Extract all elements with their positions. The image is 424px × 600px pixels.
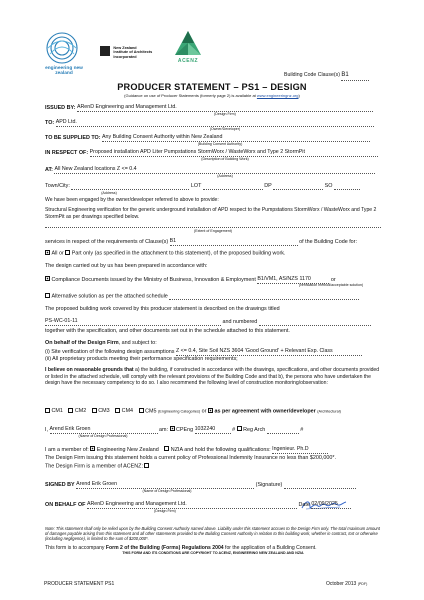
numbered-field[interactable] [259, 325, 371, 326]
compliance-field[interactable]: B1/VM1, AS/NZS 1170 [257, 276, 329, 284]
cm1-checkbox[interactable] [45, 408, 50, 413]
signed-caption: (Name of Design Professional) [142, 489, 192, 493]
reg-arch-hash: # [300, 426, 304, 433]
respect-of-label: IN RESPECT OF: [45, 149, 89, 156]
engaged-text: We have been engaged by the owner/developer referred to above to provide: [45, 197, 219, 203]
behalf-of-caption: (Design Firm) [154, 509, 176, 513]
signature-label: (Signature) [255, 481, 283, 488]
cm3-checkbox[interactable] [92, 408, 97, 413]
alternative-checkbox[interactable] [45, 293, 50, 298]
alternative-row [45, 293, 381, 300]
footer-date: October 2013 [326, 581, 357, 587]
so-label: SO [324, 183, 333, 189]
footer-right [326, 581, 367, 587]
engnz-checkbox[interactable] [90, 446, 95, 451]
reg-arch-checkbox[interactable] [237, 426, 242, 431]
guidance-note [0, 93, 424, 98]
town-field[interactable] [71, 189, 189, 190]
acenz-logo [172, 30, 204, 65]
cm-or: or [201, 408, 207, 415]
member-row [45, 446, 381, 454]
engineering-nz-logo-icon [44, 30, 80, 66]
cm-caption: (Engineering Categories) [157, 409, 201, 414]
member-pre: I am a member of: [45, 446, 89, 453]
to-row [45, 119, 381, 131]
compliance-or: or [330, 276, 336, 283]
services-clause-field[interactable]: B1 [170, 238, 298, 246]
nzia-checkbox[interactable] [164, 446, 169, 451]
at-caption: (Address) [217, 174, 233, 178]
accompany-pre: This form is to accompany [45, 545, 106, 551]
arch-caption: (Architectural) [317, 409, 341, 414]
acenz-member-checkbox[interactable] [144, 463, 149, 468]
accompany-post: for the application of a Building Consent. [223, 545, 317, 551]
designer-prefix: I, [45, 426, 48, 433]
services-pre: services in respect of the requirements of Clause(s) [45, 238, 169, 245]
drawings-row [45, 318, 381, 326]
cm4-label: CM4 [121, 408, 134, 415]
alternative-field[interactable] [169, 299, 359, 300]
designer-row [45, 426, 381, 438]
arch-checkbox[interactable] [208, 408, 213, 413]
acenz-member-row [45, 463, 381, 470]
acenz-triangle-icon [174, 30, 202, 56]
nzia-mark-icon [100, 46, 110, 56]
validation-1-field[interactable]: Z <= 0.4, Site Soil NZS 3604 'Good Ground' + Relevant Exp. Class [176, 348, 362, 356]
to-field[interactable]: APD Ltd. [56, 119, 374, 127]
scope-or: or [59, 250, 64, 257]
belief-text: a) the building, if constructed in accordance with the drawings, specifications, and other documents provided or listed in the attached schedule, will comply with the relevant provisions of the Building Code and that b), the persons who have undertaken the design have the necessary competency to do so. I also recommend the following level of construction monitoring/observation: [45, 367, 380, 387]
signed-label: SIGNED BY [45, 481, 75, 488]
part-label: Part only (as specified in the attachment to this statement), of the proposed building work. [71, 250, 286, 257]
validation-1-label: (i) Site verification of the following design assumptions [45, 348, 175, 355]
acenz-member-label: The Design Firm is a member of ACENZ: [45, 463, 143, 470]
supplied-to-caption: (Building Consent Authority) [197, 142, 243, 146]
part-checkbox[interactable] [65, 250, 70, 255]
signed-row [45, 481, 381, 493]
engagement-rule [45, 227, 381, 228]
town-row [45, 183, 381, 195]
guidance-text: (Guidance on use of Producer Statements (formerly page 2) is available at [124, 93, 256, 98]
cpeng-hash: # [232, 426, 236, 433]
issued-by-caption: (Design Firm) [214, 112, 236, 116]
arch-label: as per agreement with owner/developer [214, 408, 316, 415]
respect-of-field[interactable]: Proposed installation APD Liter Pumpstations StormWorx / WasteWorx and Type 2 StormPit [90, 149, 378, 157]
issued-by-row [45, 104, 381, 116]
engagement-field[interactable] [45, 207, 381, 220]
belief-paragraph [45, 367, 381, 387]
dp-label: DP [264, 183, 272, 189]
cm5-label: CM5 [145, 408, 157, 415]
at-label: AT: [45, 166, 53, 173]
numbered-label: and numbered [222, 318, 258, 325]
building-code-clause [284, 72, 369, 81]
nzia-line-2: Institute of Architects [113, 50, 153, 55]
cm4-checkbox[interactable] [115, 408, 120, 413]
behalf-intro-row [45, 340, 381, 347]
reg-arch-label: Reg Arch [243, 426, 266, 433]
behalf-of-label: ON BEHALF OF [45, 501, 86, 508]
compliance-caption: (verification method/acceptable solution) [298, 283, 364, 287]
all-label: All [51, 250, 58, 257]
signature-field[interactable] [284, 488, 356, 489]
town-caption: (Address) [101, 191, 117, 195]
cpeng-checkbox[interactable] [170, 426, 175, 431]
nzia-line-3: Incorporated [113, 54, 137, 59]
acenz-wordmark: ACENZ [177, 58, 199, 65]
nzia-label: NZIA and hold the following qualifications: [170, 446, 271, 453]
at-row [45, 166, 381, 178]
date-field[interactable]: 02/09/2025 [311, 501, 351, 509]
designer-caption: (Name of Design Professional) [78, 434, 128, 438]
compliance-row [45, 276, 381, 287]
copyright-notice: THIS FORM AND ITS CONDITIONS ARE COPYRIGHT TO ACENZ, ENGINEERING NEW ZEALAND AND NZIA [122, 551, 304, 555]
behalf-of-field[interactable]: ARenD Engineering and Management Ltd. [87, 501, 297, 509]
validation-1-row [45, 348, 381, 356]
cm-row [45, 408, 381, 415]
page-title: PRODUCER STATEMENT – PS1 – DESIGN [117, 82, 307, 92]
issued-by-label: ISSUED BY: [45, 104, 76, 111]
at-field[interactable]: All New Zealand locations Z <= 0.4 [54, 166, 375, 174]
footer-left: PRODUCER STATEMENT PS1 [44, 581, 115, 587]
cpeng-number-field[interactable]: 1032240 [195, 426, 231, 434]
date-label: Date [298, 501, 310, 508]
supplied-to-field[interactable]: Any Building Consent Authority within New Zealand [102, 134, 370, 142]
belief-bold: I believe on reasonable grounds that [45, 367, 134, 373]
services-post: of the Building Code for: [299, 238, 357, 245]
insurance-text: The Design Firm issuing this statement holds a current policy of Professional Indemnity Insurance no less than $200,000*. [45, 455, 336, 461]
reg-arch-field[interactable] [267, 433, 299, 434]
lot-label: LOT [190, 183, 202, 189]
behalf-of-row [45, 501, 381, 513]
accordance-text: The design carried out by us has been prepared in accordance with: [45, 263, 208, 269]
dp-field[interactable] [273, 189, 323, 190]
nzia-line-1: New Zealand [113, 46, 137, 50]
validation-2: (ii) All proprietary products meeting their performance specification requirements; [45, 356, 238, 362]
signed-name-field[interactable]: Arend Erik Groen [76, 481, 254, 489]
services-row [45, 238, 381, 246]
scope-row [45, 250, 381, 257]
alternative-label: Alternative solution as per the attached schedule [51, 293, 168, 300]
behalf-intro: On behalf of the Design Firm [45, 340, 119, 346]
cm5-checkbox[interactable] [139, 408, 144, 413]
guidance-close: ) [298, 93, 300, 98]
accompany-bold: Form 2 of the Building (Forms) Regulations 2004 [105, 545, 224, 551]
cm1-label: CM1 [51, 408, 63, 415]
issued-by-field[interactable]: ARenD Engineering and Management Ltd. [77, 104, 373, 112]
together-text: together with the specification, and other documents set out in the schedule attached to this statement. [45, 328, 290, 334]
so-field[interactable] [334, 189, 360, 190]
respect-of-caption: (Description of Building Work) [201, 157, 249, 161]
bcc-label: Building Code Clause(s) [284, 72, 340, 78]
cm2-label: CM2 [74, 408, 87, 415]
qualification-field[interactable]: Ingenieur. Ph.D [272, 446, 328, 454]
compliance-label: Compliance Documents issued by the Ministry of Business, Innovation & Employment [51, 276, 256, 283]
drawing-ref-field[interactable]: PS-WC-01-11 [45, 318, 221, 326]
all-checkbox[interactable] [45, 250, 50, 255]
engineering-nz-wordmark: engineering new zealand [45, 66, 83, 77]
to-caption: (Owner/Developer) [209, 127, 241, 131]
nzia-logo [100, 46, 160, 59]
respect-of-row [45, 149, 381, 161]
behalf-subject: , and subject to: [118, 340, 157, 346]
supplied-to-label: TO BE SUPPLIED TO: [45, 134, 101, 141]
town-label: Town/City: [45, 183, 70, 189]
footer-tag: (PDF) [357, 582, 368, 586]
designer-am: am: [159, 426, 168, 433]
to-label: TO: [45, 119, 55, 126]
cm3-label: CM3 [98, 408, 110, 415]
proposed-line: The proposed building work covered by this producer statement is described on the drawings titled [45, 306, 280, 312]
cm2-checkbox[interactable] [68, 408, 73, 413]
compliance-checkbox[interactable] [45, 276, 50, 281]
engagement-caption: (Extent of Engagement) [194, 229, 232, 233]
designer-name-field[interactable]: Arend Erik Groen [50, 426, 158, 434]
engagement-text: Structural Engineering verification for the generic underground installation of APD respect to the Pumpstations StormWorx / WasteWorx and Type 2 StormPit as per drawings specified below. [45, 207, 377, 220]
supplied-to-row [45, 134, 381, 146]
lot-field[interactable] [203, 189, 263, 190]
guidance-link[interactable]: www.engineeringnz.org [256, 93, 299, 98]
bcc-value[interactable]: B1 [341, 72, 369, 81]
cpeng-label: CPEng [176, 426, 194, 433]
engnz-label: Engineering New Zealand [96, 446, 159, 453]
liability-note: Note: This statement shall only be relied upon by the Building Consent Authority named above. Liability under this statement accrues to the Design Firm only. The total maximum amount of damages payable arising from this statement and all other statements provided to the Building Consent Authority in relation to this building work, whether in contract, tort or otherwise (including negligence), is limited to the sum of $200,000*. [45, 526, 380, 542]
